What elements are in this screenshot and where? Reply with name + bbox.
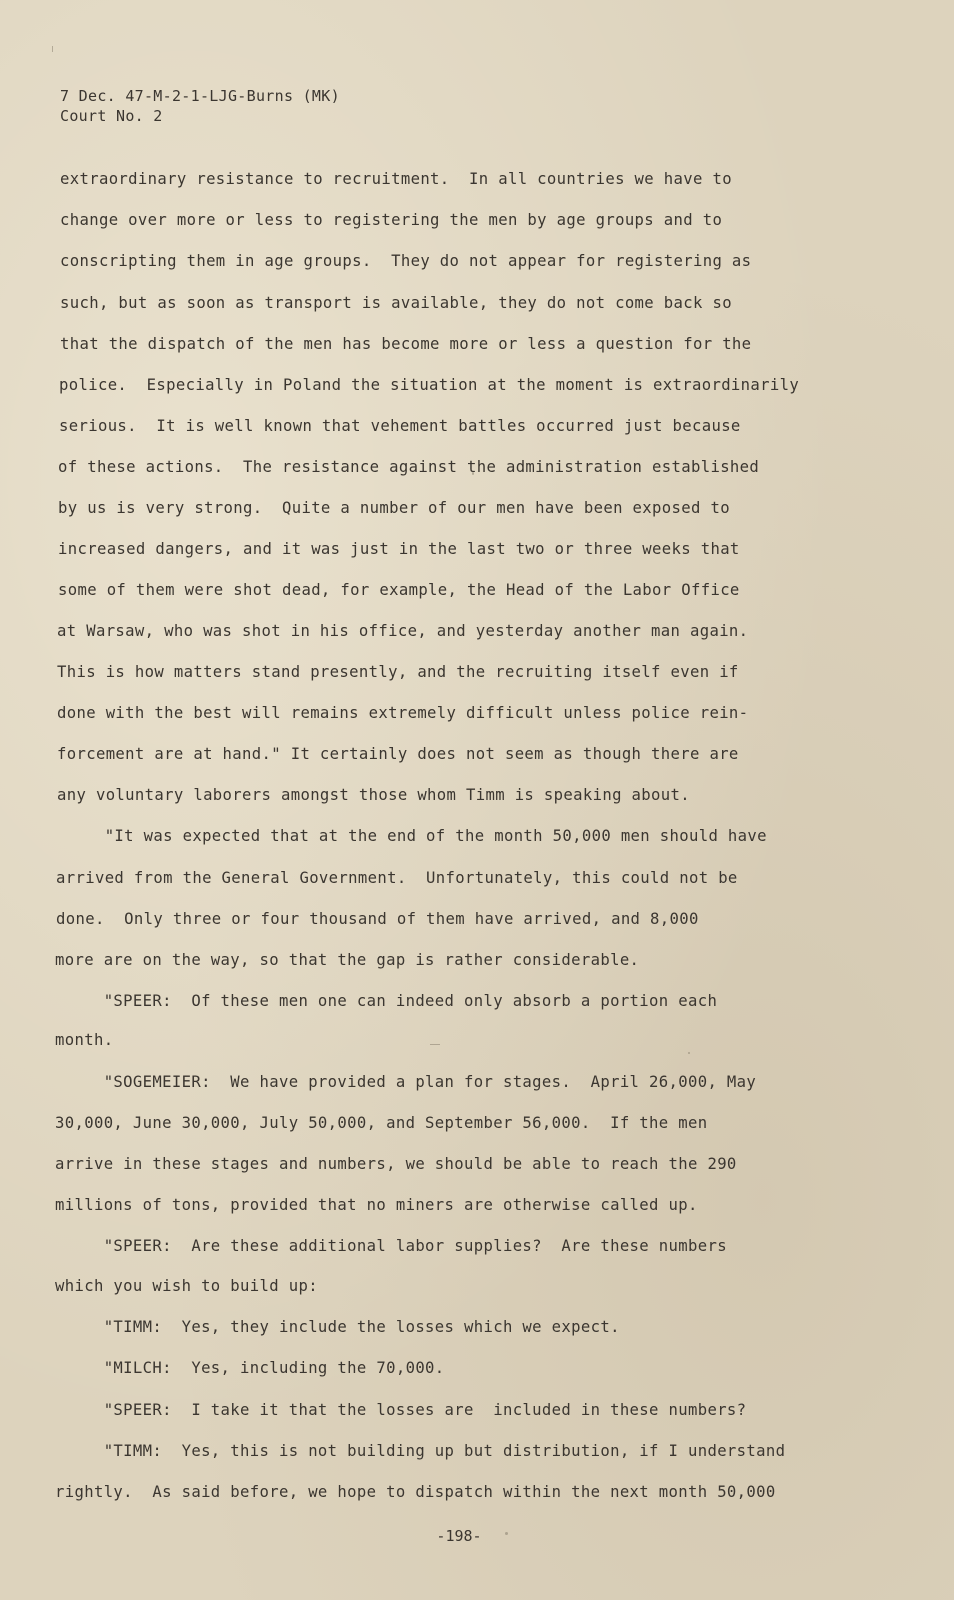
text-line: conscripting them in age groups. They do not appear for registering as: [60, 252, 752, 270]
text-line: of these actions. The resistance against the administration established: [58, 458, 760, 476]
text-line: at Warsaw, who was shot in his office, and yesterday another man again.: [57, 622, 749, 640]
header-case-reference: 7 Dec. 47-M-2-1-LJG-Burns (MK): [60, 87, 340, 105]
text-line: by us is very strong. Quite a number of our men have been exposed to: [58, 499, 730, 517]
text-line: some of them were shot dead, for example, the Head of the Labor Office: [58, 581, 740, 599]
text-line: any voluntary laborers amongst those whom Timm is speaking about.: [57, 786, 690, 804]
text-line: which you wish to build up:: [55, 1277, 318, 1295]
page-number: -198-: [436, 1527, 482, 1545]
text-line: month.: [55, 1031, 114, 1049]
paper-speck: [688, 1052, 690, 1054]
text-line: rightly. As said before, we hope to dispatch within the next month 50,000: [55, 1483, 776, 1501]
text-line: This is how matters stand presently, and the recruiting itself even if: [57, 663, 739, 681]
text-line: "TIMM: Yes, they include the losses which we expect.: [55, 1318, 620, 1336]
paper-speck: [505, 1532, 508, 1535]
paper-speck: [52, 46, 53, 52]
text-line: increased dangers, and it was just in the last two or three weeks that: [58, 540, 740, 558]
text-line: "It was expected that at the end of the month 50,000 men should have: [56, 827, 767, 845]
text-line: "MILCH: Yes, including the 70,000.: [55, 1359, 445, 1377]
document-header: [60, 86, 340, 126]
paper-speck: [472, 472, 474, 475]
text-line: change over more or less to registering the men by age groups and to: [60, 211, 723, 229]
text-line: that the dispatch of the men has become more or less a question for the: [60, 335, 752, 353]
text-line: forcement are at hand." It certainly does not seem as though there are: [57, 745, 739, 763]
header-court-number: Court No. 2: [60, 107, 163, 125]
text-line: "SPEER: Are these additional labor supplies? Are these numbers: [55, 1237, 727, 1255]
text-line: "SPEER: Of these men one can indeed only absorb a portion each: [55, 992, 718, 1010]
text-line: police. Especially in Poland the situation at the moment is extraordinarily: [59, 376, 800, 394]
text-line: such, but as soon as transport is available, they do not come back so: [60, 294, 732, 312]
page-footer: [0, 1526, 954, 1546]
text-line: "SPEER: I take it that the losses are included in these numbers?: [55, 1401, 747, 1419]
text-line: 30,000, June 30,000, July 50,000, and September 56,000. If the men: [55, 1114, 708, 1132]
text-line: extraordinary resistance to recruitment. In all countries we have to: [60, 170, 732, 188]
text-line: more are on the way, so that the gap is rather considerable.: [55, 951, 640, 969]
text-line: "TIMM: Yes, this is not building up but distribution, if I understand: [55, 1442, 786, 1460]
text-line: arrived from the General Government. Unfortunately, this could not be: [56, 869, 738, 887]
text-line: done. Only three or four thousand of them have arrived, and 8,000: [56, 910, 699, 928]
text-line: millions of tons, provided that no miners are otherwise called up.: [55, 1196, 698, 1214]
text-line: done with the best will remains extremely difficult unless police rein-: [57, 704, 749, 722]
text-line: "SOGEMEIER: We have provided a plan for stages. April 26,000, May: [55, 1073, 757, 1091]
text-line: serious. It is well known that vehement battles occurred just because: [59, 417, 741, 435]
paper-speck: [430, 1044, 440, 1045]
text-line: arrive in these stages and numbers, we should be able to reach the 290: [55, 1155, 737, 1173]
